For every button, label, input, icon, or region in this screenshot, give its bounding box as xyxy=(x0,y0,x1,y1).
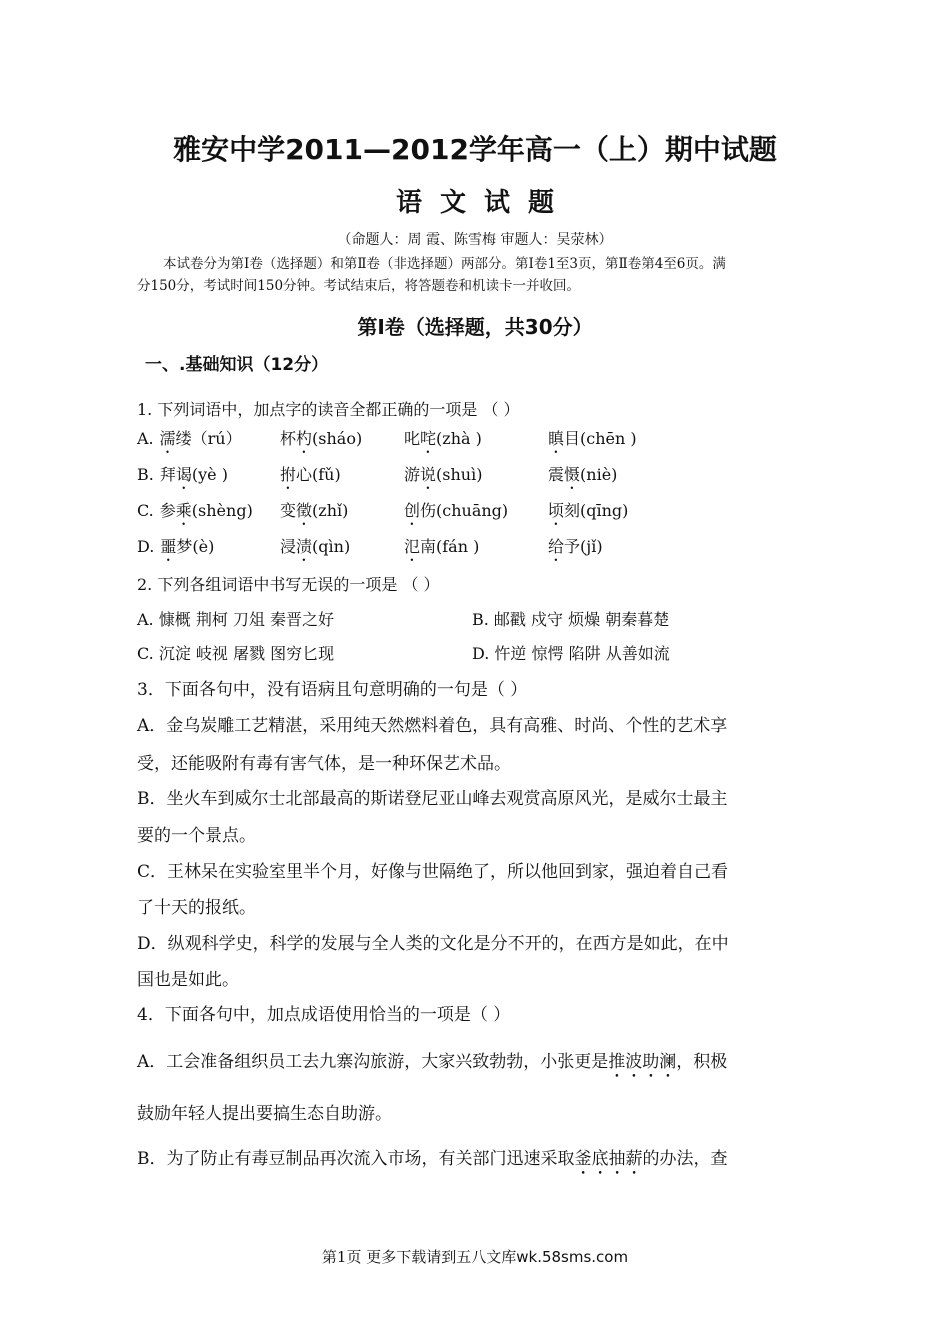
q1-dotted-char: 顷 xyxy=(548,501,565,520)
q1-option-a-word-3: 叱咤(zhà ) xyxy=(404,429,482,448)
q1-dotted-char: 徵 xyxy=(296,501,313,520)
q1-option-c-word-3: 创伤(chuāng) xyxy=(404,501,509,520)
q1-dotted-char: 给 xyxy=(548,537,565,556)
q1-option-b-word-3: 游说(shuì) xyxy=(404,465,483,484)
q3-option-d-line2: 国也是如此。 xyxy=(137,970,239,990)
q1-option-d-word-1: D. 噩梦(è) xyxy=(137,537,215,556)
q1-option-a-word-4: 瞋目(chēn ) xyxy=(548,429,637,448)
q1-dotted-char: 噩 xyxy=(160,537,177,556)
q3-option-a-line2: 受，还能吸附有毒有害气体，是一种环保艺术品。 xyxy=(137,754,511,774)
q1-option-b-word-2: 拊心(fǔ) xyxy=(280,465,341,484)
q3-option-d-line1: D．纵观科学史，科学的发展与全人类的文化是分不开的，在西方是如此，在中 xyxy=(137,934,729,954)
q1-option-d-word-4: 给予(jǐ) xyxy=(548,537,603,556)
q1-option-b-word-1: B. 拜谒(yè ) xyxy=(137,465,228,484)
q1-dotted-char: 咤 xyxy=(420,429,437,448)
q2-option-a: A. 慷概 荆柯 刀俎 秦晋之好 xyxy=(137,610,334,629)
q1-dotted-char: 濡 xyxy=(159,429,176,448)
q1-dotted-char: 拊 xyxy=(280,465,297,484)
page-footer: 第1页 更多下载请到五八文库wk.58sms.com xyxy=(321,1248,629,1266)
authors-line: （命题人：周 霞、陈雪梅 审题人：吴荥林） xyxy=(337,232,613,248)
intro-line-1: 本试卷分为第Ⅰ卷（选择题）和第Ⅱ卷（非选择题）两部分。第Ⅰ卷1至3页，第Ⅱ卷第4至6页。满 xyxy=(163,256,726,272)
q2-option-c: C. 沉淀 岐视 屠戮 图穷匕现 xyxy=(137,644,335,663)
q1-option-c-word-2: 变徵(zhǐ) xyxy=(280,501,349,520)
q2-option-d: D. 忤逆 惊愕 陷阱 从善如流 xyxy=(472,644,670,663)
q1-option-d-word-3: 氾南(fán ) xyxy=(404,537,480,556)
q4-b-emphasized-idiom: 釜底抽薪 xyxy=(574,1149,643,1169)
q4-option-b-line1: B．为了防止有毒豆制品再次流入市场，有关部门迅速采取釜底抽薪的办法，查 xyxy=(137,1149,728,1169)
q1-option-b-word-4: 震慑(niè) xyxy=(548,465,618,484)
intro-line-2: 分150分，考试时间150分钟。考试结束后，将答题卷和机读卡一并收回。 xyxy=(137,278,581,294)
q1-dotted-char: 创 xyxy=(404,501,421,520)
q1-dotted-char: 渍 xyxy=(296,537,313,556)
section-heading: 一、.基础知识（12分） xyxy=(145,355,329,375)
footer-link[interactable]: wk.58sms.com xyxy=(516,1248,629,1266)
q2-stem: 2. 下列各组词语中书写无误的一项是 （ ） xyxy=(137,575,440,594)
page-title: 雅安中学2011—2012学年高一（上）期中试题 xyxy=(173,133,777,166)
q1-option-d-word-2: 浸渍(qìn) xyxy=(280,537,351,556)
q3-option-b-line1: B．坐火车到威尔士北部最高的斯诺登尼亚山峰去观赏高原风光，是威尔士最主 xyxy=(137,789,728,809)
q4-option-a-line2: 鼓励年轻人提出要搞生态自助游。 xyxy=(137,1104,392,1124)
q1-dotted-char: 说 xyxy=(420,465,437,484)
q3-option-c-line2: 了十天的报纸。 xyxy=(137,898,256,918)
q1-dotted-char: 乘 xyxy=(175,501,192,520)
q4-stem: 4．下面各句中，加点成语使用恰当的一项是（ ） xyxy=(137,1005,511,1025)
q1-option-c-word-4: 顷刻(qīng) xyxy=(548,501,629,520)
q4-a-emphasized-idiom: 推波助澜 xyxy=(608,1052,677,1072)
q1-dotted-char: 慑 xyxy=(564,465,581,484)
q3-option-c-line1: C．王林呆在实验室里半个月，好像与世隔绝了，所以他回到家，强迫着自己看 xyxy=(137,862,729,882)
q1-option-a-word-1: A. 濡缕（rú） xyxy=(137,429,242,448)
q1-dotted-char: 氾 xyxy=(404,537,421,556)
q1-dotted-char: 瞋 xyxy=(548,429,565,448)
q3-option-a-line1: A．金乌炭雕工艺精湛，采用纯天然燃料着色，具有高雅、时尚、个性的艺术享 xyxy=(137,716,728,736)
q1-dotted-char: 谒 xyxy=(175,465,192,484)
q3-option-b-line2: 要的一个景点。 xyxy=(137,826,256,846)
page-subtitle: 语文试题 xyxy=(395,188,572,218)
section-title: 第Ⅰ卷（选择题，共30分） xyxy=(357,315,593,339)
q1-dotted-char: 杓 xyxy=(296,429,313,448)
q1-option-c-word-1: C. 参乘(shèng) xyxy=(137,501,253,520)
q1-stem: 1. 下列词语中，加点字的读音全都正确的一项是 （ ） xyxy=(137,400,520,419)
q1-option-a-word-2: 杯杓(sháo) xyxy=(280,429,363,448)
q4-option-a-line1: A．工会准备组织员工去九寨沟旅游，大家兴致勃勃，小张更是推波助澜，积极 xyxy=(137,1052,728,1072)
q2-option-b: B. 邮戳 戍守 烦燥 朝秦暮楚 xyxy=(472,610,670,629)
q3-stem: 3．下面各句中，没有语病且句意明确的一句是（ ） xyxy=(137,680,528,700)
